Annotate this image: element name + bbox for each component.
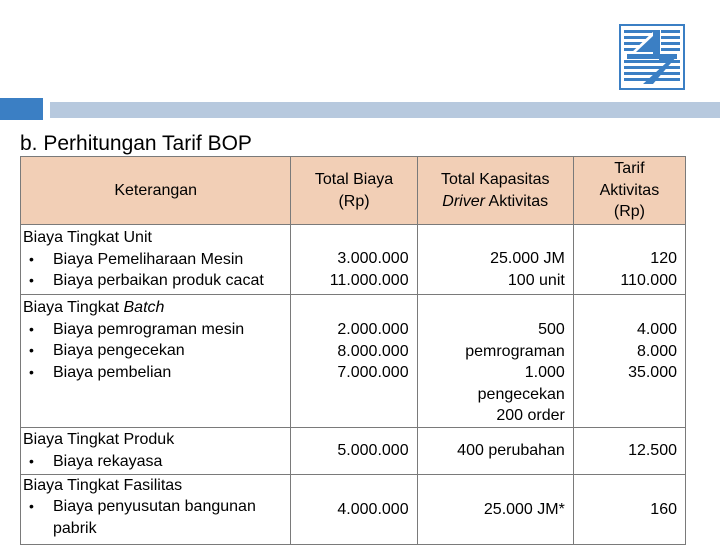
cell-batch-label: Biaya Tingkat Batch • Biaya pemrograman mesin • Biaya pengecekan • Biaya pembelian [21, 295, 291, 428]
cell-batch-tarif: 4.000 8.000 35.000 [573, 295, 685, 428]
cell-fasilitas-biaya: 4.000.000 [291, 474, 417, 544]
accent-bar-left [0, 98, 43, 120]
cell-fasilitas-kapasitas: 25.000 JM* [417, 474, 573, 544]
list-item: • Biaya rekayasa [23, 451, 288, 473]
bop-rate-table [20, 156, 686, 545]
cell-unit-label: Biaya Tingkat Unit • Biaya Pemeliharaan Mesin • Biaya perbaikan produk cacat [21, 225, 291, 295]
cell-unit-biaya: 3.000.000 11.000.000 [291, 225, 417, 295]
list-item: • Biaya perbaikan produk cacat [23, 270, 288, 292]
table-row-batch [21, 295, 686, 428]
cell-fasilitas-tarif: 160 [573, 474, 685, 544]
header-total-kapasitas: Total Kapasitas Driver Aktivitas [417, 157, 573, 225]
list-item: • Biaya pembelian [23, 362, 288, 384]
accent-bar-right [50, 102, 720, 118]
cell-produk-tarif: 12.500 [573, 427, 685, 474]
table-row-produk [21, 427, 686, 474]
cell-fasilitas-label: Biaya Tingkat Fasilitas • Biaya penyusutan bangunan pabrik [21, 474, 291, 544]
slide-title: b. Perhitungan Tarif BOP [20, 132, 252, 155]
cell-produk-biaya: 5.000.000 [291, 427, 417, 474]
header-keterangan: Keterangan [21, 157, 291, 225]
list-item: • Biaya pengecekan [23, 340, 288, 362]
list-item: • Biaya Pemeliharaan Mesin [23, 249, 288, 271]
company-logo-icon [619, 24, 685, 90]
table-row-fasilitas [21, 474, 686, 544]
list-item: • Biaya penyusutan bangunan pabrik [23, 496, 288, 539]
cell-unit-kapasitas: 25.000 JM 100 unit [417, 225, 573, 295]
cell-produk-label: Biaya Tingkat Produk • Biaya rekayasa [21, 427, 291, 474]
cell-unit-tarif: 120 110.000 [573, 225, 685, 295]
header-total-biaya: Total Biaya (Rp) [291, 157, 417, 225]
cell-produk-kapasitas: 400 perubahan [417, 427, 573, 474]
table-row-unit [21, 225, 686, 295]
cell-batch-biaya: 2.000.000 8.000.000 7.000.000 [291, 295, 417, 428]
list-item: • Biaya pemrograman mesin [23, 319, 288, 341]
table-header-row [21, 157, 686, 225]
cell-batch-kapasitas: 500 pemrograman 1.000 pengecekan 200 order [417, 295, 573, 428]
header-tarif-aktivitas: Tarif Aktivitas (Rp) [573, 157, 685, 225]
